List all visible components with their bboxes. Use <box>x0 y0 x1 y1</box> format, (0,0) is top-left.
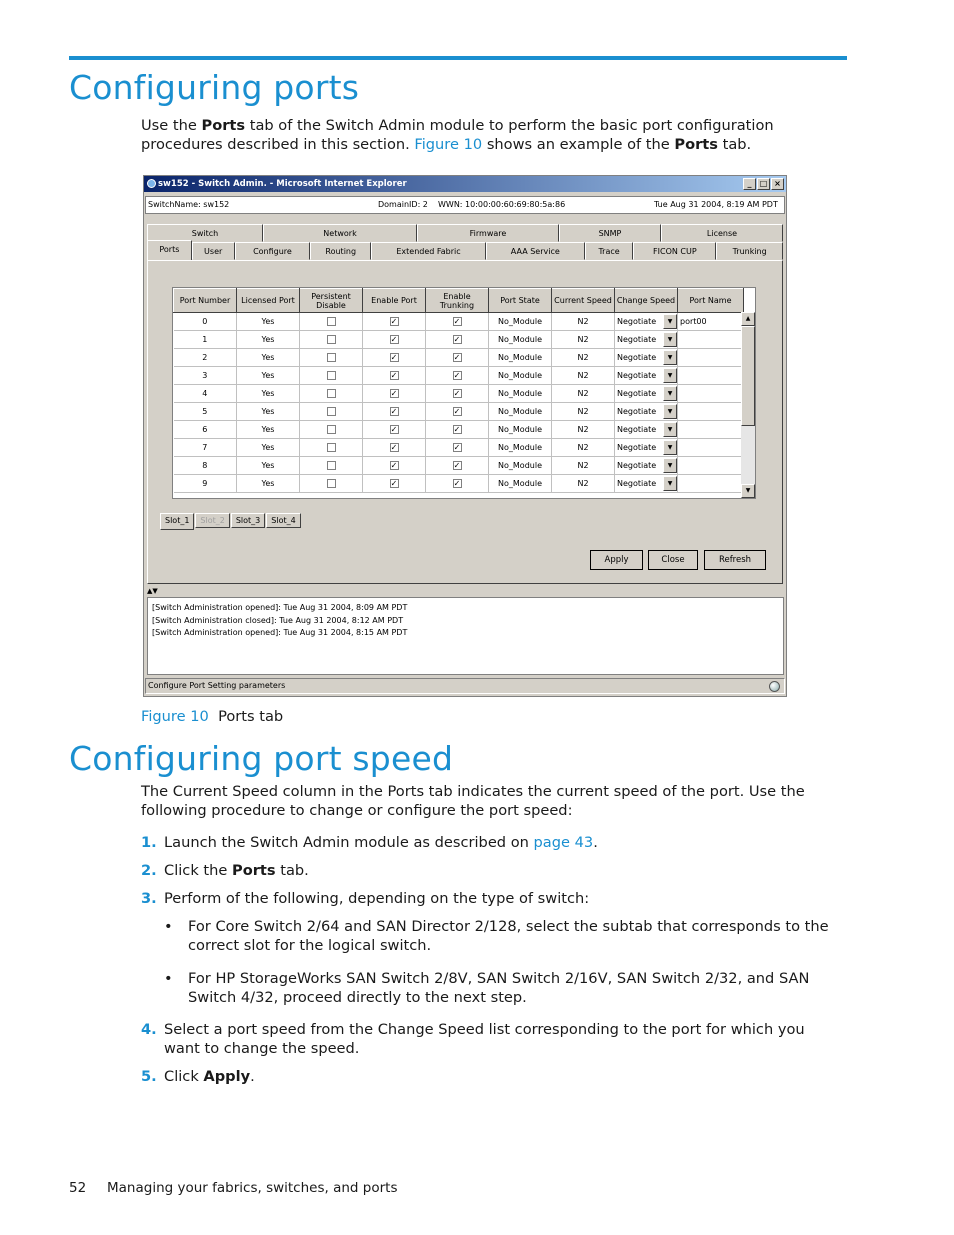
change-speed-select[interactable]: Negotiate ▼ <box>615 349 678 367</box>
close-button[interactable]: Close <box>648 550 698 570</box>
licensed-port: Yes <box>237 421 300 439</box>
col-enable-trunking[interactable]: Enable Trunking <box>426 289 489 313</box>
port-state: No_Module <box>489 313 552 331</box>
col-persistent-disable[interactable]: Persistent Disable <box>300 289 363 313</box>
port-name-input[interactable] <box>678 475 744 493</box>
change-speed-select[interactable]: Negotiate ▼ <box>615 367 678 385</box>
port-number: 9 <box>174 475 237 493</box>
status-globe-icon <box>769 681 780 692</box>
enable-port-checkbox[interactable]: ✓ <box>363 349 426 367</box>
slot-tabs <box>160 513 301 529</box>
current-speed: N2 <box>552 313 615 331</box>
current-speed: N2 <box>552 349 615 367</box>
tab-ficon-cup[interactable]: FICON CUP <box>633 242 716 260</box>
enable-port-checkbox[interactable]: ✓ <box>363 367 426 385</box>
port-name-input[interactable]: port00 <box>678 313 744 331</box>
port-number: 1 <box>174 331 237 349</box>
col-port-state[interactable]: Port State <box>489 289 552 313</box>
chevron-down-icon[interactable]: ▼ <box>663 368 677 383</box>
tab-user[interactable]: User <box>192 242 235 260</box>
enable-trunking-checkbox[interactable]: ✓ <box>426 457 489 475</box>
licensed-port: Yes <box>237 439 300 457</box>
tab-slot-2[interactable]: Slot_2 <box>195 513 229 528</box>
table-row[interactable] <box>174 367 744 385</box>
log-line: [Switch Administration closed]: Tue Aug 31 2004, 8:12 AM PDT <box>152 615 404 625</box>
port-number: 7 <box>174 439 237 457</box>
port-state: No_Module <box>489 349 552 367</box>
chevron-down-icon[interactable]: ▼ <box>663 350 677 365</box>
enable-trunking-checkbox[interactable]: ✓ <box>426 475 489 493</box>
table-scrollbar[interactable] <box>741 312 755 498</box>
page-link[interactable]: page 43 <box>533 834 594 851</box>
tab-ports[interactable]: Ports <box>147 240 192 260</box>
persistent-disable-checkbox[interactable] <box>300 457 363 475</box>
tab-routing[interactable]: Routing <box>310 242 371 260</box>
figure-caption <box>141 708 283 725</box>
port-name-input[interactable] <box>678 421 744 439</box>
tabs-row-2 <box>147 242 783 260</box>
enable-trunking-checkbox[interactable]: ✓ <box>426 331 489 349</box>
table-row[interactable] <box>174 403 744 421</box>
tab-slot-4[interactable]: Slot_4 <box>266 513 300 528</box>
col-port-number[interactable]: Port Number <box>174 289 237 313</box>
enable-port-checkbox[interactable]: ✓ <box>363 439 426 457</box>
enable-trunking-checkbox[interactable]: ✓ <box>426 313 489 331</box>
enable-trunking-checkbox[interactable]: ✓ <box>426 403 489 421</box>
page-number: 52 <box>69 1180 87 1196</box>
wwn: WWN: 10:00:00:60:69:80:5a:86 <box>438 200 566 209</box>
enable-port-checkbox[interactable]: ✓ <box>363 421 426 439</box>
switch-name: SwitchName: sw152 <box>148 200 230 209</box>
persistent-disable-checkbox[interactable] <box>300 475 363 493</box>
apply-button[interactable]: Apply <box>590 550 643 570</box>
licensed-port: Yes <box>237 457 300 475</box>
port-state: No_Module <box>489 385 552 403</box>
licensed-port: Yes <box>237 313 300 331</box>
current-speed: N2 <box>552 421 615 439</box>
table-row[interactable] <box>174 475 744 493</box>
tab-switch[interactable]: Switch <box>147 224 263 242</box>
port-state: No_Module <box>489 367 552 385</box>
enable-port-checkbox[interactable]: ✓ <box>363 331 426 349</box>
current-speed: N2 <box>552 385 615 403</box>
tab-trunking[interactable]: Trunking <box>716 242 783 260</box>
change-speed-select[interactable]: Negotiate ▼ <box>615 385 678 403</box>
tab-extended-fabric[interactable]: Extended Fabric <box>371 242 486 260</box>
port-name-input[interactable] <box>678 367 744 385</box>
enable-port-checkbox[interactable]: ✓ <box>363 385 426 403</box>
chevron-down-icon[interactable]: ▼ <box>663 314 677 329</box>
domain-id: DomainID: 2 <box>378 200 428 209</box>
port-number: 2 <box>174 349 237 367</box>
section-title: Configuring port speed <box>69 739 454 778</box>
current-speed: N2 <box>552 457 615 475</box>
switch-admin-window <box>143 175 787 697</box>
chevron-down-icon[interactable]: ▼ <box>663 386 677 401</box>
port-name-input[interactable] <box>678 349 744 367</box>
col-licensed-port[interactable]: Licensed Port <box>237 289 300 313</box>
page-title: Configuring ports <box>69 68 360 107</box>
tab-license[interactable]: License <box>661 224 783 242</box>
change-speed-select[interactable]: Negotiate ▼ <box>615 439 678 457</box>
tab-firmware[interactable]: Firmware <box>417 224 559 242</box>
top-rule <box>69 56 847 60</box>
port-state: No_Module <box>489 331 552 349</box>
col-port-name[interactable]: Port Name <box>678 289 744 313</box>
enable-trunking-checkbox[interactable]: ✓ <box>426 439 489 457</box>
table-row[interactable] <box>174 331 744 349</box>
table-row[interactable] <box>174 439 744 457</box>
persistent-disable-checkbox[interactable] <box>300 385 363 403</box>
change-speed-select[interactable]: Negotiate ▼ <box>615 331 678 349</box>
table-row[interactable] <box>174 421 744 439</box>
chevron-down-icon[interactable]: ▼ <box>663 458 677 473</box>
enable-trunking-checkbox[interactable]: ✓ <box>426 349 489 367</box>
col-current-speed[interactable]: Current Speed <box>552 289 615 313</box>
speed-intro: The Current Speed column in the Ports tab indicates the current speed of the port. Use the following procedure to change or configure the port speed: <box>141 783 805 819</box>
port-number: 6 <box>174 421 237 439</box>
current-speed: N2 <box>552 439 615 457</box>
scroll-down-icon[interactable]: ▼ <box>741 484 755 498</box>
log-line: [Switch Administration opened]: Tue Aug 31 2004, 8:09 AM PDT <box>152 603 408 612</box>
persistent-disable-checkbox[interactable] <box>300 421 363 439</box>
licensed-port: Yes <box>237 475 300 493</box>
licensed-port: Yes <box>237 403 300 421</box>
ports-table <box>172 287 756 499</box>
licensed-port: Yes <box>237 349 300 367</box>
close-icon[interactable]: × <box>771 178 784 190</box>
tabs-row-1 <box>147 224 783 242</box>
port-name-input[interactable] <box>678 403 744 421</box>
col-enable-port[interactable]: Enable Port <box>363 289 426 313</box>
window-titlebar <box>144 176 786 192</box>
log-line: [Switch Administration opened]: Tue Aug 31 2004, 8:15 AM PDT <box>152 628 408 637</box>
figure-number: Figure 10 <box>141 708 209 725</box>
port-state: No_Module <box>489 439 552 457</box>
tab-slot-3[interactable]: Slot_3 <box>231 513 265 528</box>
status-text: Configure Port Setting parameters <box>148 681 286 690</box>
current-speed: N2 <box>552 475 615 493</box>
datetime: Tue Aug 31 2004, 8:19 AM PDT <box>654 200 778 209</box>
port-state: No_Module <box>489 475 552 493</box>
event-log <box>147 597 784 675</box>
figure-title: Ports tab <box>218 708 284 725</box>
chevron-down-icon[interactable]: ▼ <box>663 404 677 419</box>
port-number: 3 <box>174 367 237 385</box>
port-name-input[interactable] <box>678 457 744 475</box>
port-number: 4 <box>174 385 237 403</box>
chevron-down-icon[interactable]: ▼ <box>663 476 677 491</box>
licensed-port: Yes <box>237 367 300 385</box>
licensed-port: Yes <box>237 331 300 349</box>
tab-configure[interactable]: Configure <box>235 242 311 260</box>
scroll-thumb[interactable] <box>741 326 755 426</box>
current-speed: N2 <box>552 367 615 385</box>
enable-trunking-checkbox[interactable]: ✓ <box>426 421 489 439</box>
chevron-down-icon[interactable]: ▼ <box>663 422 677 437</box>
intro-paragraph: Use the Ports tab of the Switch Admin module to perform the basic port configuration procedures described in this section. Figure 10 shows an example of the Ports tab. <box>141 117 774 153</box>
change-speed-select[interactable]: Negotiate ▼ <box>615 313 678 331</box>
chevron-down-icon[interactable]: ▼ <box>663 440 677 455</box>
port-number: 8 <box>174 457 237 475</box>
col-change-speed[interactable]: Change Speed <box>615 289 678 313</box>
port-name-input[interactable] <box>678 331 744 349</box>
tab-slot-1[interactable]: Slot_1 <box>160 513 194 530</box>
figure-link[interactable]: Figure 10 <box>414 136 483 153</box>
table-row[interactable] <box>174 385 744 403</box>
change-speed-select[interactable]: Negotiate ▼ <box>615 421 678 439</box>
persistent-disable-checkbox[interactable] <box>300 331 363 349</box>
enable-port-checkbox[interactable]: ✓ <box>363 313 426 331</box>
table-row[interactable] <box>174 457 744 475</box>
tab-aaa-service[interactable]: AAA Service <box>486 242 585 260</box>
tab-network[interactable]: Network <box>263 224 417 242</box>
tab-trace[interactable]: Trace <box>585 242 634 260</box>
change-speed-select[interactable]: Negotiate ▼ <box>615 457 678 475</box>
persistent-disable-checkbox[interactable] <box>300 349 363 367</box>
table-row[interactable] <box>174 349 744 367</box>
refresh-button[interactable]: Refresh <box>704 550 766 570</box>
port-name-input[interactable] <box>678 439 744 457</box>
maximize-icon[interactable]: □ <box>757 178 770 190</box>
splitter-arrows-icon[interactable]: ▲▼ <box>147 587 158 595</box>
change-speed-select[interactable]: Negotiate ▼ <box>615 475 678 493</box>
current-speed: N2 <box>552 331 615 349</box>
enable-port-checkbox[interactable]: ✓ <box>363 457 426 475</box>
enable-trunking-checkbox[interactable]: ✓ <box>426 385 489 403</box>
page-footer <box>69 1180 397 1196</box>
status-bar <box>145 678 785 694</box>
window-title: sw152 - Switch Admin. - Microsoft Internet Explorer <box>158 179 407 189</box>
footer-text: Managing your fabrics, switches, and ports <box>107 1180 398 1196</box>
table-row[interactable] <box>174 313 744 331</box>
scroll-up-icon[interactable]: ▲ <box>741 312 755 326</box>
change-speed-select[interactable]: Negotiate ▼ <box>615 403 678 421</box>
port-number: 0 <box>174 313 237 331</box>
chevron-down-icon[interactable]: ▼ <box>663 332 677 347</box>
current-speed: N2 <box>552 403 615 421</box>
persistent-disable-checkbox[interactable] <box>300 403 363 421</box>
port-state: No_Module <box>489 403 552 421</box>
persistent-disable-checkbox[interactable] <box>300 313 363 331</box>
switch-info-bar <box>145 196 785 214</box>
port-number: 5 <box>174 403 237 421</box>
tab-snmp[interactable]: SNMP <box>559 224 661 242</box>
persistent-disable-checkbox[interactable] <box>300 367 363 385</box>
minimize-icon[interactable]: _ <box>743 178 756 190</box>
persistent-disable-checkbox[interactable] <box>300 439 363 457</box>
port-state: No_Module <box>489 421 552 439</box>
port-state: No_Module <box>489 457 552 475</box>
port-name-input[interactable] <box>678 385 744 403</box>
licensed-port: Yes <box>237 385 300 403</box>
enable-trunking-checkbox[interactable]: ✓ <box>426 367 489 385</box>
browser-icon <box>147 179 156 188</box>
enable-port-checkbox[interactable]: ✓ <box>363 403 426 421</box>
enable-port-checkbox[interactable]: ✓ <box>363 475 426 493</box>
